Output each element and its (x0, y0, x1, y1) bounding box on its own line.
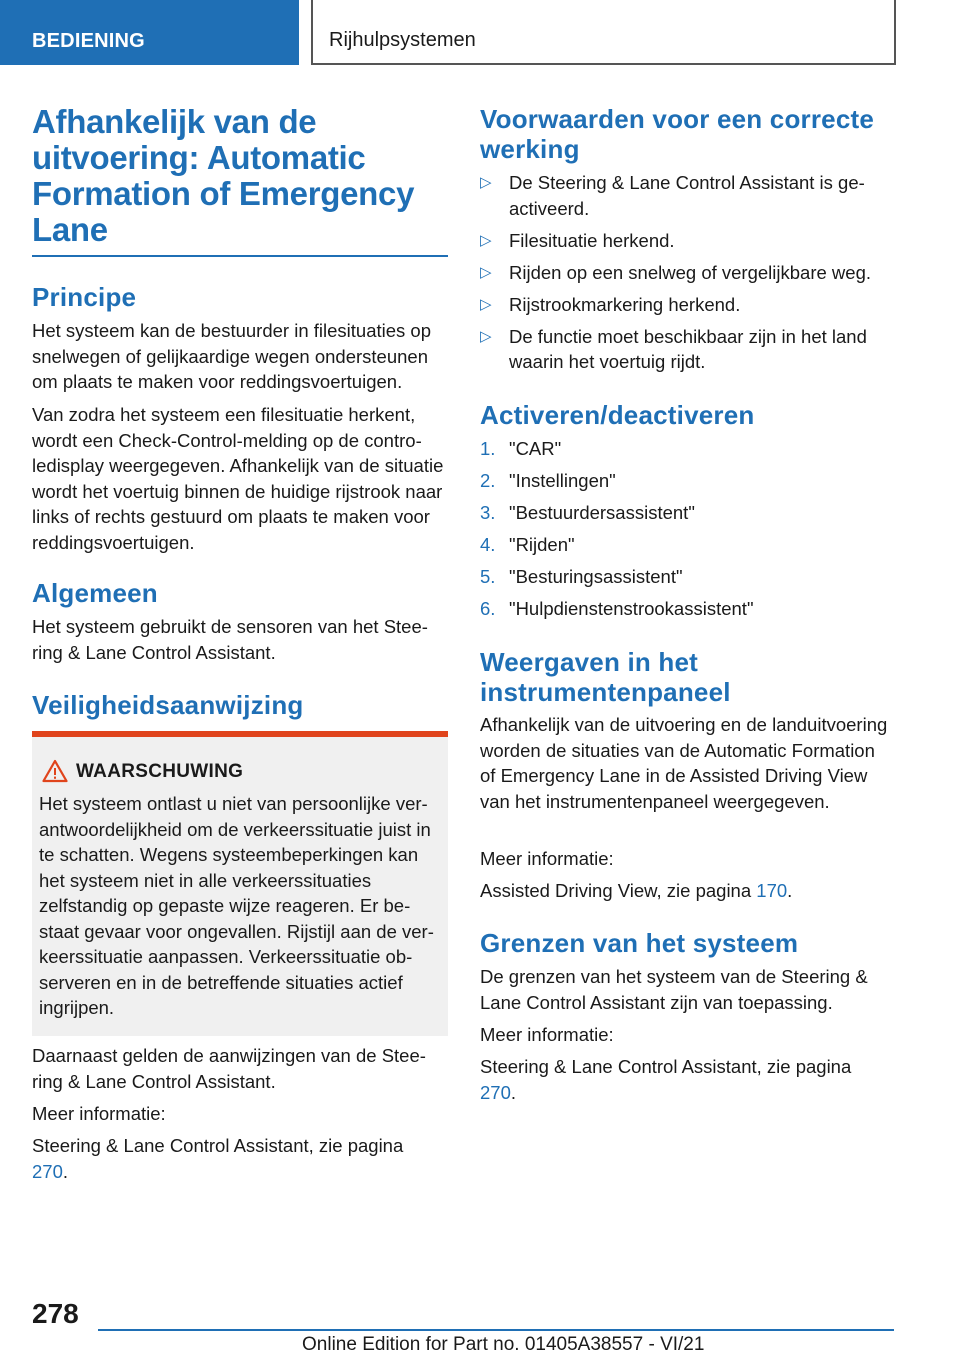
weergaven-more-info: Meer informatie: (480, 848, 614, 869)
step-number: 5. (480, 566, 496, 587)
weergaven-reference (480, 878, 892, 904)
warning-bar (32, 731, 448, 737)
grenzen-more-info: Meer informatie: (480, 1024, 614, 1045)
section-title-algemeen: Algemeen (32, 578, 158, 608)
reference-end: . (62, 1160, 69, 1182)
footer-edition: Online Edition for Part no. 01405A38557 - VI/21 (302, 1334, 705, 1355)
triangle-bullet-icon: ▷ (480, 263, 492, 281)
reference-text: Steering & Lane Control Assistant, zie pagina (480, 1056, 852, 1077)
list-item (480, 170, 892, 221)
section-title-voorwaarden: Voorwaarden voor een correcte werking (480, 104, 875, 164)
veiligheid-more-info: Meer informatie: (32, 1103, 166, 1124)
veiligheid-reference (32, 1133, 412, 1184)
reference-text: Steering & Lane Control Assistant, zie pagina (32, 1135, 404, 1156)
step-number: 2. (480, 470, 496, 491)
triangle-bullet-icon: ▷ (480, 174, 492, 191)
step-number: 1. (480, 438, 496, 459)
footer-divider (98, 1329, 894, 1331)
triangle-bullet-icon: ▷ (480, 231, 492, 249)
list-item (480, 532, 892, 558)
grenzen-paragraph-1: De grenzen van het systeem van de Steering & Lane Control Assistant zijn van toepassing. (480, 966, 868, 1013)
list-item (480, 468, 892, 494)
page-number: 278 (32, 1298, 79, 1329)
list-item (480, 324, 892, 375)
warning-box (32, 731, 448, 1036)
step-text: "Besturingsassistent" (509, 566, 683, 587)
reference-end: . (787, 880, 793, 901)
list-item-text: Filesituatie herkend. (509, 229, 675, 251)
section-title-weergaven: Weergaven in het instrumentenpaneel (480, 647, 731, 707)
list-item (480, 228, 892, 254)
step-text: "Bestuurdersassistent" (509, 502, 695, 523)
step-number: 3. (480, 502, 496, 523)
step-text: "CAR" (509, 438, 562, 459)
voorwaarden-list (480, 170, 892, 381)
header-section-label: BEDIENING (32, 30, 145, 52)
section-title-activeren: Activeren/deactiveren (480, 400, 755, 430)
warning-title: WAARSCHUWING (76, 761, 244, 782)
list-item (480, 500, 892, 526)
header-chapter-box (311, 0, 896, 65)
step-text: "Hulpdienstenstrookassistent" (509, 598, 754, 619)
section-title-veiligheid: Veiligheidsaanwijzing (32, 690, 304, 720)
grenzen-reference (480, 1054, 860, 1105)
header-chapter-label: Rijhulpsystemen (329, 29, 476, 51)
section-title-principe: Principe (32, 282, 137, 312)
list-item (480, 292, 892, 318)
triangle-bullet-icon: ▷ (480, 327, 492, 345)
step-number: 4. (480, 534, 496, 555)
list-item (480, 436, 892, 462)
list-item (480, 260, 892, 286)
page-link-270[interactable]: 270 (480, 1081, 511, 1103)
warning-text: Het systeem ontlast u niet van persoonlijke verantwoordelijkheid om de verkeerssituatie juist in te schatten. Wegens systeembeperkingen kan het systeem niet in alle verkeerssituaties zelfstandig op gepaste wijze reageren. Er bestaat gevaar voor ongevallen. Rijstijl aan de verkeerssituatie aanpassen. Verkeerssituatie observeren en in de betreffende situaties actief ingrijpen. (39, 793, 434, 1018)
list-item-text: De Steering & Lane Control Assistant is geactiveerd. (509, 172, 865, 219)
principe-paragraph-2: Van zodra het systeem een filesituatie herkent, wordt een Check-Control-melding op de controledisplay weergegeven. Afhankelijk van de situatie wordt het voertuig binnen de huidige rijstrook naar links of rechts gestuurd om plaats te maken voor reddingsvoertuigen. (32, 404, 444, 553)
list-item-text: Rijden op een snelweg of vergelijkbare weg. (509, 261, 871, 283)
activeren-steps (480, 436, 892, 628)
weergaven-paragraph-1: Afhankelijk van de uitvoering en de landuitvoering worden de situaties van de Automatic Formation of Emergency Lane in de Assisted Driving View van het instrumentenpaneel weergegeven. (480, 714, 888, 812)
list-item (480, 564, 892, 590)
step-text: "Rijden" (509, 534, 575, 555)
chapter-title: Afhankelijk van de uitvoering: Automatic Formation of Emergency Lane (32, 103, 415, 248)
page-link-270[interactable]: 270 (32, 1160, 63, 1182)
page-link-170[interactable]: 170 (756, 880, 788, 901)
reference-end: . (510, 1081, 517, 1103)
warning-triangle-icon (42, 759, 68, 783)
veiligheid-paragraph-1: Daarnaast gelden de aanwijzingen van de Steering & Lane Control Assistant. (32, 1045, 426, 1092)
algemeen-paragraph-1: Het systeem gebruikt de sensoren van het Steering & Lane Control Assistant. (32, 616, 428, 663)
step-text: "Instellingen" (509, 470, 616, 491)
list-item-text: De functie moet beschikbaar zijn in het land waarin het voertuig rijdt. (509, 325, 867, 372)
header-section-tab (0, 0, 299, 65)
principe-paragraph-1: Het systeem kan de bestuurder in filesituaties op snelwegen of gelijkaardige wegen ondersteunen om plaats te maken voor reddingsvoertuigen. (32, 320, 431, 392)
triangle-bullet-icon: ▷ (480, 295, 492, 313)
step-number: 6. (480, 598, 496, 619)
chapter-divider (32, 255, 448, 257)
list-item (480, 596, 892, 622)
reference-text: Assisted Driving View, zie pagina (480, 880, 757, 901)
section-title-grenzen: Grenzen van het systeem (480, 928, 799, 958)
list-item-text: Rijstrookmarkering herkend. (509, 293, 741, 315)
